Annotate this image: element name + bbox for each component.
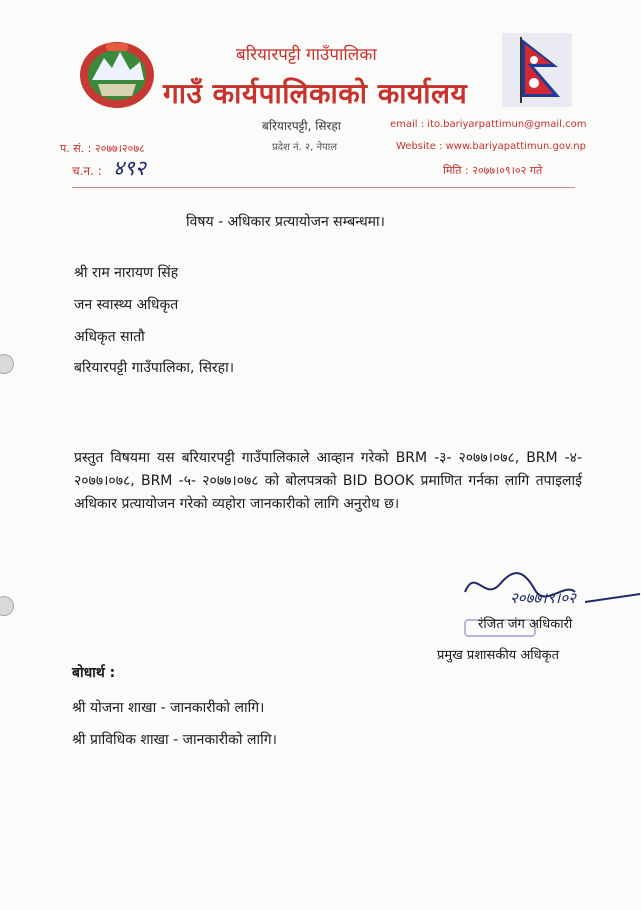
chalani-number: ४९२ (113, 156, 146, 180)
website-line: Website : www.bariyapattimun.gov.np (396, 141, 586, 152)
patra-sankhya: प. सं. : २०७७।२०७८ (60, 142, 145, 155)
signatory-title: प्रमुख प्रशासकीय अधिकृत (437, 648, 560, 663)
cc-item: श्री प्राविधिक शाखा - जानकारीको लागि। (72, 732, 277, 748)
letter-body: प्रस्तुत विषयमा यस बरियारपट्टी गाउँपालिकाले आव्हान गरेको BRM -३- २०७७।०७८, BRM -४- २०७७।०७८, BRM -५- २०७७।०७८ को बोलपत्रको BID BOOK प्रमाणित गर्नका लागि तपाइलाई अधिकार प्रत्यायोजन गरेको व्यहोरा जानकारीको लागि अनुरोध छ। (74, 450, 582, 512)
signatory-name: रंजित जंग अधिकारी (478, 617, 573, 632)
header-divider (72, 187, 575, 188)
punch-hole-icon (0, 596, 14, 616)
office-province: प्रदेश नं. २, नेपाल (272, 142, 338, 153)
letter-date: मिति : २०७७।०९।०२ गते (443, 164, 543, 177)
office-name: गाउँ कार्यपालिकाको कार्यालय (163, 77, 468, 110)
recipient-line: जन स्वास्थ्य अधिकृत (74, 297, 179, 313)
recipient-line: श्री राम नारायण सिंह (74, 265, 179, 281)
cc-item: श्री योजना शाखा - जानकारीको लागि। (72, 700, 265, 716)
signature-date: २०७७।९।०२ (510, 589, 576, 607)
chalani-label: च.न. : (72, 164, 102, 178)
email-line: email : ito.bariyarpattimun@gmail.com (390, 119, 587, 130)
cc-heading: बोधार्थ : (72, 665, 116, 681)
nepal-flag-icon (502, 33, 572, 107)
nepal-emblem-icon (78, 38, 156, 110)
recipient-line: बरियारपट्टी गाउँपालिका, सिरहा। (74, 360, 235, 376)
office-address: बरियारपट्टी, सिरहा (262, 119, 341, 133)
punch-hole-icon (0, 354, 14, 374)
subject-line: विषय - अधिकार प्रत्यायोजन सम्बन्धमा। (186, 214, 385, 230)
recipient-line: अधिकृत सातौ (74, 329, 145, 345)
municipality-name: बरियारपट्टी गाउँपालिका (236, 45, 377, 65)
